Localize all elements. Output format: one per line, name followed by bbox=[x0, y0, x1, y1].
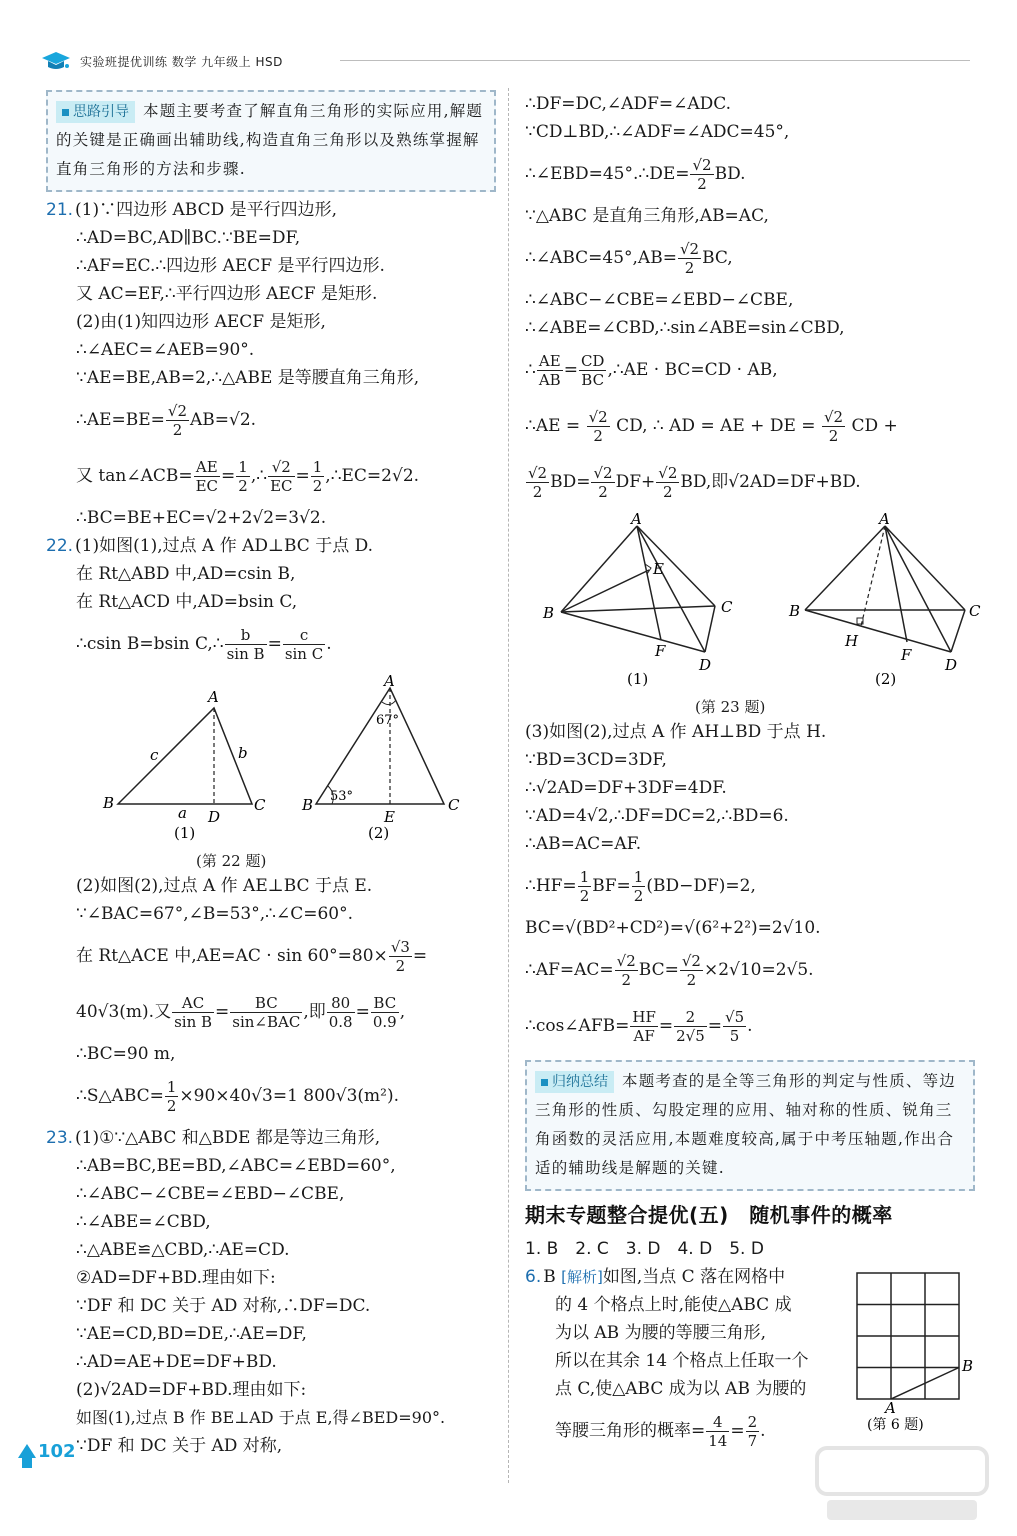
fig2-angle-b: 53° bbox=[330, 789, 354, 804]
figure-q6-grid bbox=[847, 1267, 975, 1437]
fig1-label-d: D bbox=[208, 808, 221, 826]
tip-text: 本题主要考查了解直角三角形的实际应用,解题的关键是正确画出辅助线,构造直角三角形以及熟练掌握解直角三角形的方法和步骤. bbox=[56, 102, 484, 178]
q22-line: 在 Rt△ACE 中,AE=AC · sin 60°=80× $\frac{√3}{2}$ = bbox=[76, 938, 428, 975]
solution-line: ∵△ABC 是直角三角形,AB=AC, bbox=[525, 206, 769, 226]
header-rule bbox=[340, 60, 970, 61]
fraction: $\frac{1}{2}$ bbox=[166, 1078, 177, 1115]
fraction: $\frac{1}{2}$ bbox=[312, 458, 323, 495]
q21-line: ∴AF=EC.∴四边形 AECF 是平行四边形. bbox=[76, 256, 385, 276]
f23-2-label-c: C bbox=[969, 602, 981, 620]
fraction: $\frac{1}{2}$ bbox=[238, 458, 248, 495]
fig2-caption: (2) bbox=[368, 824, 390, 842]
q23-line: ∴∠ABE=∠CBD, bbox=[76, 1212, 211, 1232]
tip-label: 思路引导 bbox=[56, 101, 135, 123]
q23-line: (2)√2AD=DF+BD.理由如下: bbox=[76, 1380, 307, 1400]
solution-line: $\frac{√2}{2}$ BD= $\frac{√2}{2}$ DF+ $\frac{√2}{2}$ BD,即√2AD=DF+BD. bbox=[528, 464, 861, 501]
q21-line: ∵AE=BE,AB=2,∴△ABE 是等腰直角三角形, bbox=[76, 368, 420, 388]
f23-2-label-a: A bbox=[879, 510, 890, 528]
fraction: $\frac{√2}{2}$ bbox=[588, 408, 608, 445]
answer-list: 1. B 2. C 3. D 4. D 5. D bbox=[525, 1239, 764, 1259]
question-number: 6. bbox=[525, 1267, 542, 1287]
book-title: 实验班提优训练 数学 九年级上 HSD bbox=[80, 55, 283, 69]
q22-line: ∴S△ABC= $\frac{1}{2}$ ×90×40√3=1 800√3(m²). bbox=[76, 1078, 399, 1115]
solution-line: ∴∠EBD=45°.∴DE= $\frac{√2}{2}$ BD. bbox=[525, 156, 746, 193]
q6-line: 等腰三角形的概率= $\frac{4}{14}$ = $\frac{2}{7}$ . bbox=[555, 1413, 766, 1450]
fig1-label-b: B bbox=[103, 794, 115, 812]
question-number: 23. bbox=[46, 1128, 74, 1148]
q22-line: 22. (1)如图(1),过点 A 作 AD⊥BC 于点 D. bbox=[46, 536, 374, 556]
q22-line: 在 Rt△ABD 中,AD=csin B, bbox=[76, 564, 296, 584]
fraction: $\frac{80}{0.8}$ bbox=[328, 994, 353, 1031]
page-header bbox=[40, 50, 970, 74]
square-bullet-icon bbox=[541, 1079, 548, 1086]
f23-2-label-f: F bbox=[901, 646, 912, 664]
figure-title: (第 22 题) bbox=[196, 852, 267, 870]
fig1-side-a: a bbox=[178, 804, 187, 822]
solution-line: ∴∠ABC=45°,AB= $\frac{√2}{2}$ BC, bbox=[525, 240, 733, 277]
q6-line: 所以在其余 14 个格点上任取一个 bbox=[555, 1351, 809, 1371]
q22-line: 40√3(m).又 $\frac{AC}{\text{sin B}}$ = $\frac{BC}{\text{sin∠BAC}}$ ,即 $\frac{80}{0.8}$ = $\frac{BC}{0.9}$ , bbox=[76, 994, 406, 1031]
q22-line: ∴csin B=bsin C,∴ $\frac{b}{\text{sin B}}$ = $\frac{c}{\text{sin C}}$ . bbox=[76, 626, 332, 663]
f23-1-label-e: E bbox=[653, 560, 664, 578]
left-column bbox=[46, 90, 496, 1460]
f23-2-label-d: D bbox=[945, 656, 958, 674]
f23-caption-1: (1) bbox=[627, 670, 649, 688]
grid-caption: (第 6 题) bbox=[867, 1417, 924, 1433]
solution-line: ∴AE = $\frac{√2}{2}$ CD, ∴ AD = AE + DE = $\frac{√2}{2}$ CD + bbox=[525, 408, 898, 445]
fraction: $\frac{1}{2}$ bbox=[633, 868, 644, 905]
fraction: $\frac{√2}{2}$ bbox=[528, 464, 548, 501]
fraction: $\frac{√2}{2}$ bbox=[679, 240, 700, 277]
q23-line: ∴∠ABC−∠CBE=∠EBD−∠CBE, bbox=[76, 1184, 345, 1204]
fraction: $\frac{√2}{2}$ bbox=[593, 464, 613, 501]
fraction: $\frac{√5}{5}$ bbox=[725, 1008, 745, 1045]
tip-box-summary bbox=[525, 1060, 975, 1191]
solution-line: ∴DF=DC,∠ADF=∠ADC. bbox=[525, 94, 732, 114]
analysis-tag: [解析] bbox=[561, 1268, 603, 1286]
solution-line: ∴√2AD=DF+3DF=4DF. bbox=[525, 778, 727, 798]
q22-line: (2)如图(2),过点 A 作 AE⊥BC 于点 E. bbox=[76, 876, 373, 896]
solution-line: ∴∠ABE=∠CBD,∴sin∠ABE=sin∠CBD, bbox=[525, 318, 845, 338]
grid-label-a: A bbox=[885, 1399, 896, 1417]
q23-line: ②AD=DF+BD.理由如下: bbox=[76, 1268, 276, 1288]
q6-line: 6. B [解析]如图,当点 C 落在网格中 bbox=[525, 1267, 786, 1287]
tip-label: 归纳总结 bbox=[535, 1071, 614, 1093]
fraction: $\frac{HF}{AF}$ bbox=[632, 1008, 656, 1045]
q22-line: ∵∠BAC=67°,∠B=53°,∴∠C=60°. bbox=[76, 904, 353, 924]
grid-label-b: B bbox=[962, 1357, 974, 1375]
fraction: $\frac{√2}{2}$ bbox=[167, 402, 188, 439]
q6-line: 的 4 个格点上时,能使△ABC 成 bbox=[555, 1295, 792, 1315]
graduation-cap-icon bbox=[40, 50, 72, 72]
fraction: $\frac{AC}{\text{sin B}}$ bbox=[174, 994, 213, 1031]
fig1-label-a: A bbox=[208, 688, 219, 706]
solution-line: ∵BD=3CD=3DF, bbox=[525, 750, 667, 770]
q21-line: ∴∠AEC=∠AEB=90°. bbox=[76, 340, 255, 360]
fraction: $\frac{BC}{0.9}$ bbox=[372, 994, 397, 1031]
page-number: 102 bbox=[18, 1438, 78, 1468]
q23-line: 23. (1)①∵△ABC 和△BDE 都是等边三角形, bbox=[46, 1128, 381, 1148]
section-title: 期末专题整合提优(五) 随机事件的概率 bbox=[525, 1203, 893, 1227]
fig2-label-a: A bbox=[384, 672, 395, 690]
q21-line: ∴BC=BE+EC=√2+2√2=3√2. bbox=[76, 508, 327, 528]
fraction: $\frac{√2}{2}$ bbox=[616, 952, 636, 989]
fraction: $\frac{2}{2√5}$ bbox=[676, 1008, 705, 1045]
fig1-label-c: C bbox=[254, 796, 266, 814]
f23-2-label-b: B bbox=[789, 602, 801, 620]
fig2-label-c: C bbox=[448, 796, 460, 814]
fraction: $\frac{√2}{2}$ bbox=[692, 156, 712, 193]
figure-title: (第 23 题) bbox=[695, 698, 766, 716]
fraction: $\frac{√2}{2}$ bbox=[823, 408, 844, 445]
q23-line: ∴AB=BC,BE=BD,∠ABC=∠EBD=60°, bbox=[76, 1156, 396, 1176]
right-column bbox=[525, 90, 981, 1493]
q23-line: ∴AD=AE+DE=DF+BD. bbox=[76, 1352, 277, 1372]
q23-line: 如图(1),过点 B 作 BE⊥AD 于点 E,得∠BED=90°. bbox=[76, 1408, 446, 1427]
q22-line: ∴BC=90 m, bbox=[76, 1044, 176, 1064]
solution-line: ∴AF=AC= $\frac{√2}{2}$ BC= $\frac{√2}{2}$ ×2√10=2√5. bbox=[525, 952, 814, 989]
fig2-label-e: E bbox=[384, 808, 395, 826]
q6-line: 为以 AB 为腰的等腰三角形, bbox=[555, 1323, 766, 1343]
fraction: $\frac{AE}{EC}$ bbox=[195, 458, 219, 495]
q21-line: ∴AD=BC,AD∥BC.∵BE=DF, bbox=[76, 228, 301, 248]
question-number: 22. bbox=[46, 536, 74, 556]
f23-1-label-a: A bbox=[631, 510, 642, 528]
f23-1-label-d: D bbox=[699, 656, 712, 674]
watermark-logo bbox=[807, 1438, 997, 1528]
solution-line: ∴AB=AC=AF. bbox=[525, 834, 642, 854]
q21-line: 又 AC=EF,∴平行四边形 AECF 是矩形. bbox=[76, 284, 378, 304]
tip-box-thinking bbox=[46, 90, 496, 192]
figure-q22 bbox=[46, 672, 496, 846]
square-bullet-icon bbox=[62, 109, 69, 116]
column-divider bbox=[508, 88, 509, 1483]
solution-line: ∴∠ABC−∠CBE=∠EBD−∠CBE, bbox=[525, 290, 794, 310]
fraction: $\frac{√3}{2}$ bbox=[390, 938, 410, 975]
tip-text: 本题考查的是全等三角形的判定与性质、等边三角形的性质、勾股定理的应用、轴对称的性质、锐角三角函数的灵活应用,本题难度较高,属于中考压轴题,作出合适的辅助线是解题的关键. bbox=[535, 1072, 957, 1177]
fraction: $\frac{√2}{EC}$ bbox=[270, 458, 293, 495]
solution-line: ∴ $\frac{AE}{AB}$ = $\frac{CD}{BC}$ ,∴AE · BC=CD · AB, bbox=[525, 352, 778, 389]
fraction: $\frac{2}{7}$ bbox=[747, 1413, 758, 1450]
q21-line: (2)由(1)知四边形 AECF 是矩形, bbox=[76, 312, 326, 332]
fraction: $\frac{CD}{BC}$ bbox=[580, 352, 605, 389]
fig1-caption: (1) bbox=[174, 824, 196, 842]
f23-1-label-c: C bbox=[721, 598, 733, 616]
fraction: $\frac{4}{14}$ bbox=[708, 1413, 728, 1450]
q23-line: ∵DF 和 DC 关于 AD 对称,∴DF=DC. bbox=[76, 1296, 371, 1316]
f23-1-label-b: B bbox=[543, 604, 555, 622]
q21-line: 又 tan∠ACB= $\frac{AE}{EC}$ = $\frac{1}{2}$ ,∴ $\frac{√2}{EC}$ = $\frac{1}{2}$ ,∴EC=2√2. bbox=[76, 458, 420, 495]
f23-caption-2: (2) bbox=[875, 670, 897, 688]
q21-line: 21. (1)∵四边形 ABCD 是平行四边形, bbox=[46, 200, 338, 220]
q6-line: 点 C,使△ABC 成为以 AB 为腰的 bbox=[555, 1379, 807, 1399]
q23-line: ∵DF 和 DC 关于 AD 对称, bbox=[76, 1436, 283, 1456]
fraction: $\frac{c}{\text{sin C}}$ bbox=[284, 626, 324, 663]
q22-line: 在 Rt△ACD 中,AD=bsin C, bbox=[76, 592, 298, 612]
fig1-side-c: c bbox=[150, 746, 159, 764]
solution-line: ∵AD=4√2,∴DF=DC=2,∴BD=6. bbox=[525, 806, 789, 826]
fraction: $\frac{1}{2}$ bbox=[579, 868, 590, 905]
solution-line: ∴HF= $\frac{1}{2}$ BF= $\frac{1}{2}$ (BD−DF)=2, bbox=[525, 868, 756, 905]
solution-line: BC=√(BD²+CD²)=√(6²+2²)=2√10. bbox=[525, 918, 821, 938]
fraction: $\frac{√2}{2}$ bbox=[681, 952, 701, 989]
fraction: $\frac{√2}{2}$ bbox=[658, 464, 678, 501]
figure-q23 bbox=[525, 510, 981, 692]
fraction: $\frac{AE}{AB}$ bbox=[538, 352, 561, 389]
fig1-side-b: b bbox=[238, 744, 248, 762]
solution-line: (3)如图(2),过点 A 作 AH⊥BD 于点 H. bbox=[525, 722, 827, 742]
solution-line: ∵CD⊥BD,∴∠ADF=∠ADC=45°, bbox=[525, 122, 790, 142]
fraction: $\frac{b}{\text{sin B}}$ bbox=[226, 626, 265, 663]
fraction: $\frac{BC}{\text{sin∠BAC}}$ bbox=[232, 994, 301, 1031]
fig2-label-b: B bbox=[302, 796, 314, 814]
question-number: 21. bbox=[46, 200, 74, 220]
q23-line: ∵AE=CD,BD=DE,∴AE=DF, bbox=[76, 1324, 307, 1344]
q21-line: ∴AE=BE= $\frac{√2}{2}$ AB=√2. bbox=[76, 402, 257, 439]
f23-1-label-f: F bbox=[655, 642, 666, 660]
q23-line: ∴△ABE≌△CBD,∴AE=CD. bbox=[76, 1240, 290, 1260]
f23-2-label-h: H bbox=[845, 632, 859, 650]
fig2-angle-a: 67° bbox=[376, 713, 400, 728]
solution-line: ∴cos∠AFB= $\frac{HF}{AF}$ = $\frac{2}{2√5}$ = $\frac{√5}{5}$ . bbox=[525, 1008, 753, 1045]
